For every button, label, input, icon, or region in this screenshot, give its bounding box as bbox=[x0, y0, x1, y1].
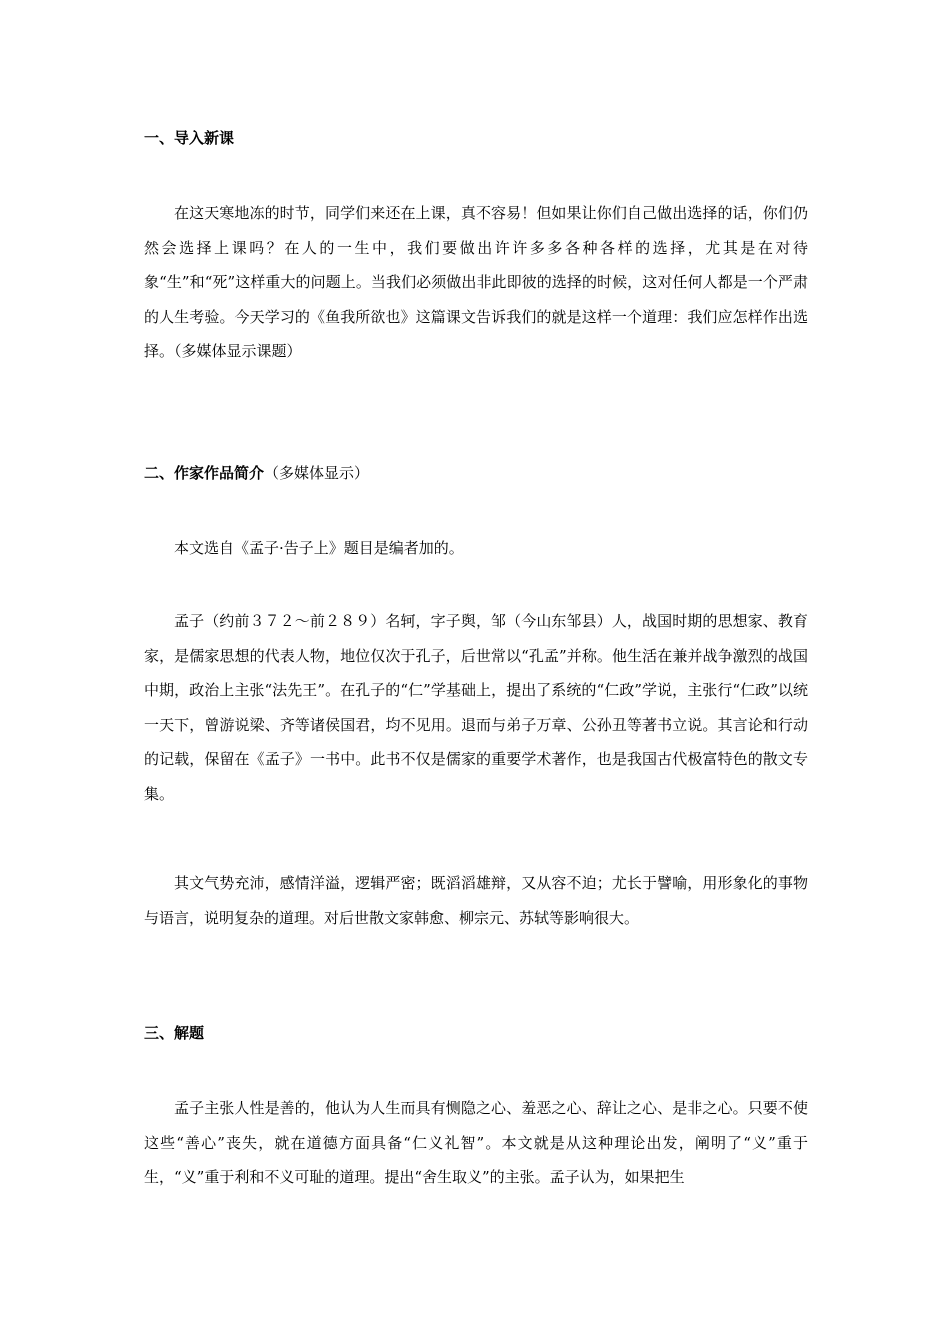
section-heading-intro bbox=[144, 128, 234, 148]
heading-note: （多媒体显示） bbox=[264, 464, 370, 482]
heading-text: 三、解题 bbox=[144, 1024, 205, 1042]
heading-text: 二、作家作品简介 bbox=[144, 464, 265, 482]
paragraph-explanation: 孟子主张人性是善的，他认为人生而具有恻隐之心、羞恶之心、辞让之心、是非之心。只要不使这些“善心”丧失，就在道德方面具备“仁义礼智”。本文就是从这种理论出发，阐明了“义”重于生，“义”重于利和不义可耻的道理。提出“舍生取义”的主张。孟子认为，如果把生 bbox=[144, 1099, 808, 1186]
heading-text: 一、导入新课 bbox=[144, 129, 235, 147]
paragraph-style: 其文气势充沛，感情洋溢，逻辑严密；既滔滔雄辩，又从容不迫；尤长于譬喻，用形象化的事物与语言，说明复杂的道理。对后世散文家韩愈、柳宗元、苏轼等影响很大。 bbox=[144, 874, 808, 927]
section-heading-title-explanation bbox=[144, 1023, 204, 1043]
paragraph-mencius-bio: 孟子（约前３７２～前２８９）名轲，字子舆，邹（今山东邹县）人，战国时期的思想家、教育家，是儒家思想的代表人物，地位仅次于孔子，后世常以“孔孟”并称。他生活在兼并战争激烈的战国中期，政治上主张“法先王”。在孔子的“仁”学基础上，提出了系统的“仁政”学说，主张行“仁政”以统一天下，曾游说梁、齐等诸侯国君，均不见用。退而与弟子万章、公孙丑等著书立说。其言论和行动的记载，保留在《孟子》一书中。此书不仅是儒家的重要学术著作，也是我国古代极富特色的散文专集。 bbox=[144, 612, 808, 803]
paragraph-intro: 在这天寒地冻的时节，同学们来还在上课，真不容易！但如果让你们自己做出选择的话，你们仍然会选择上课吗？在人的一生中，我们要做出许许多多各种各样的选择，尤其是在对待象“生”和“死”这样重大的问题上。当我们必须做出非此即彼的选择的时候，这对任何人都是一个严肃的人生考验。今天学习的《鱼我所欲也》这篇课文告诉我们的就是这样一个道理：我们应怎样作出选择。（多媒体显示课题） bbox=[144, 204, 808, 360]
section-heading-author bbox=[144, 463, 369, 483]
paragraph-source: 本文选自《孟子·告子上》题目是编者加的。 bbox=[174, 539, 464, 557]
